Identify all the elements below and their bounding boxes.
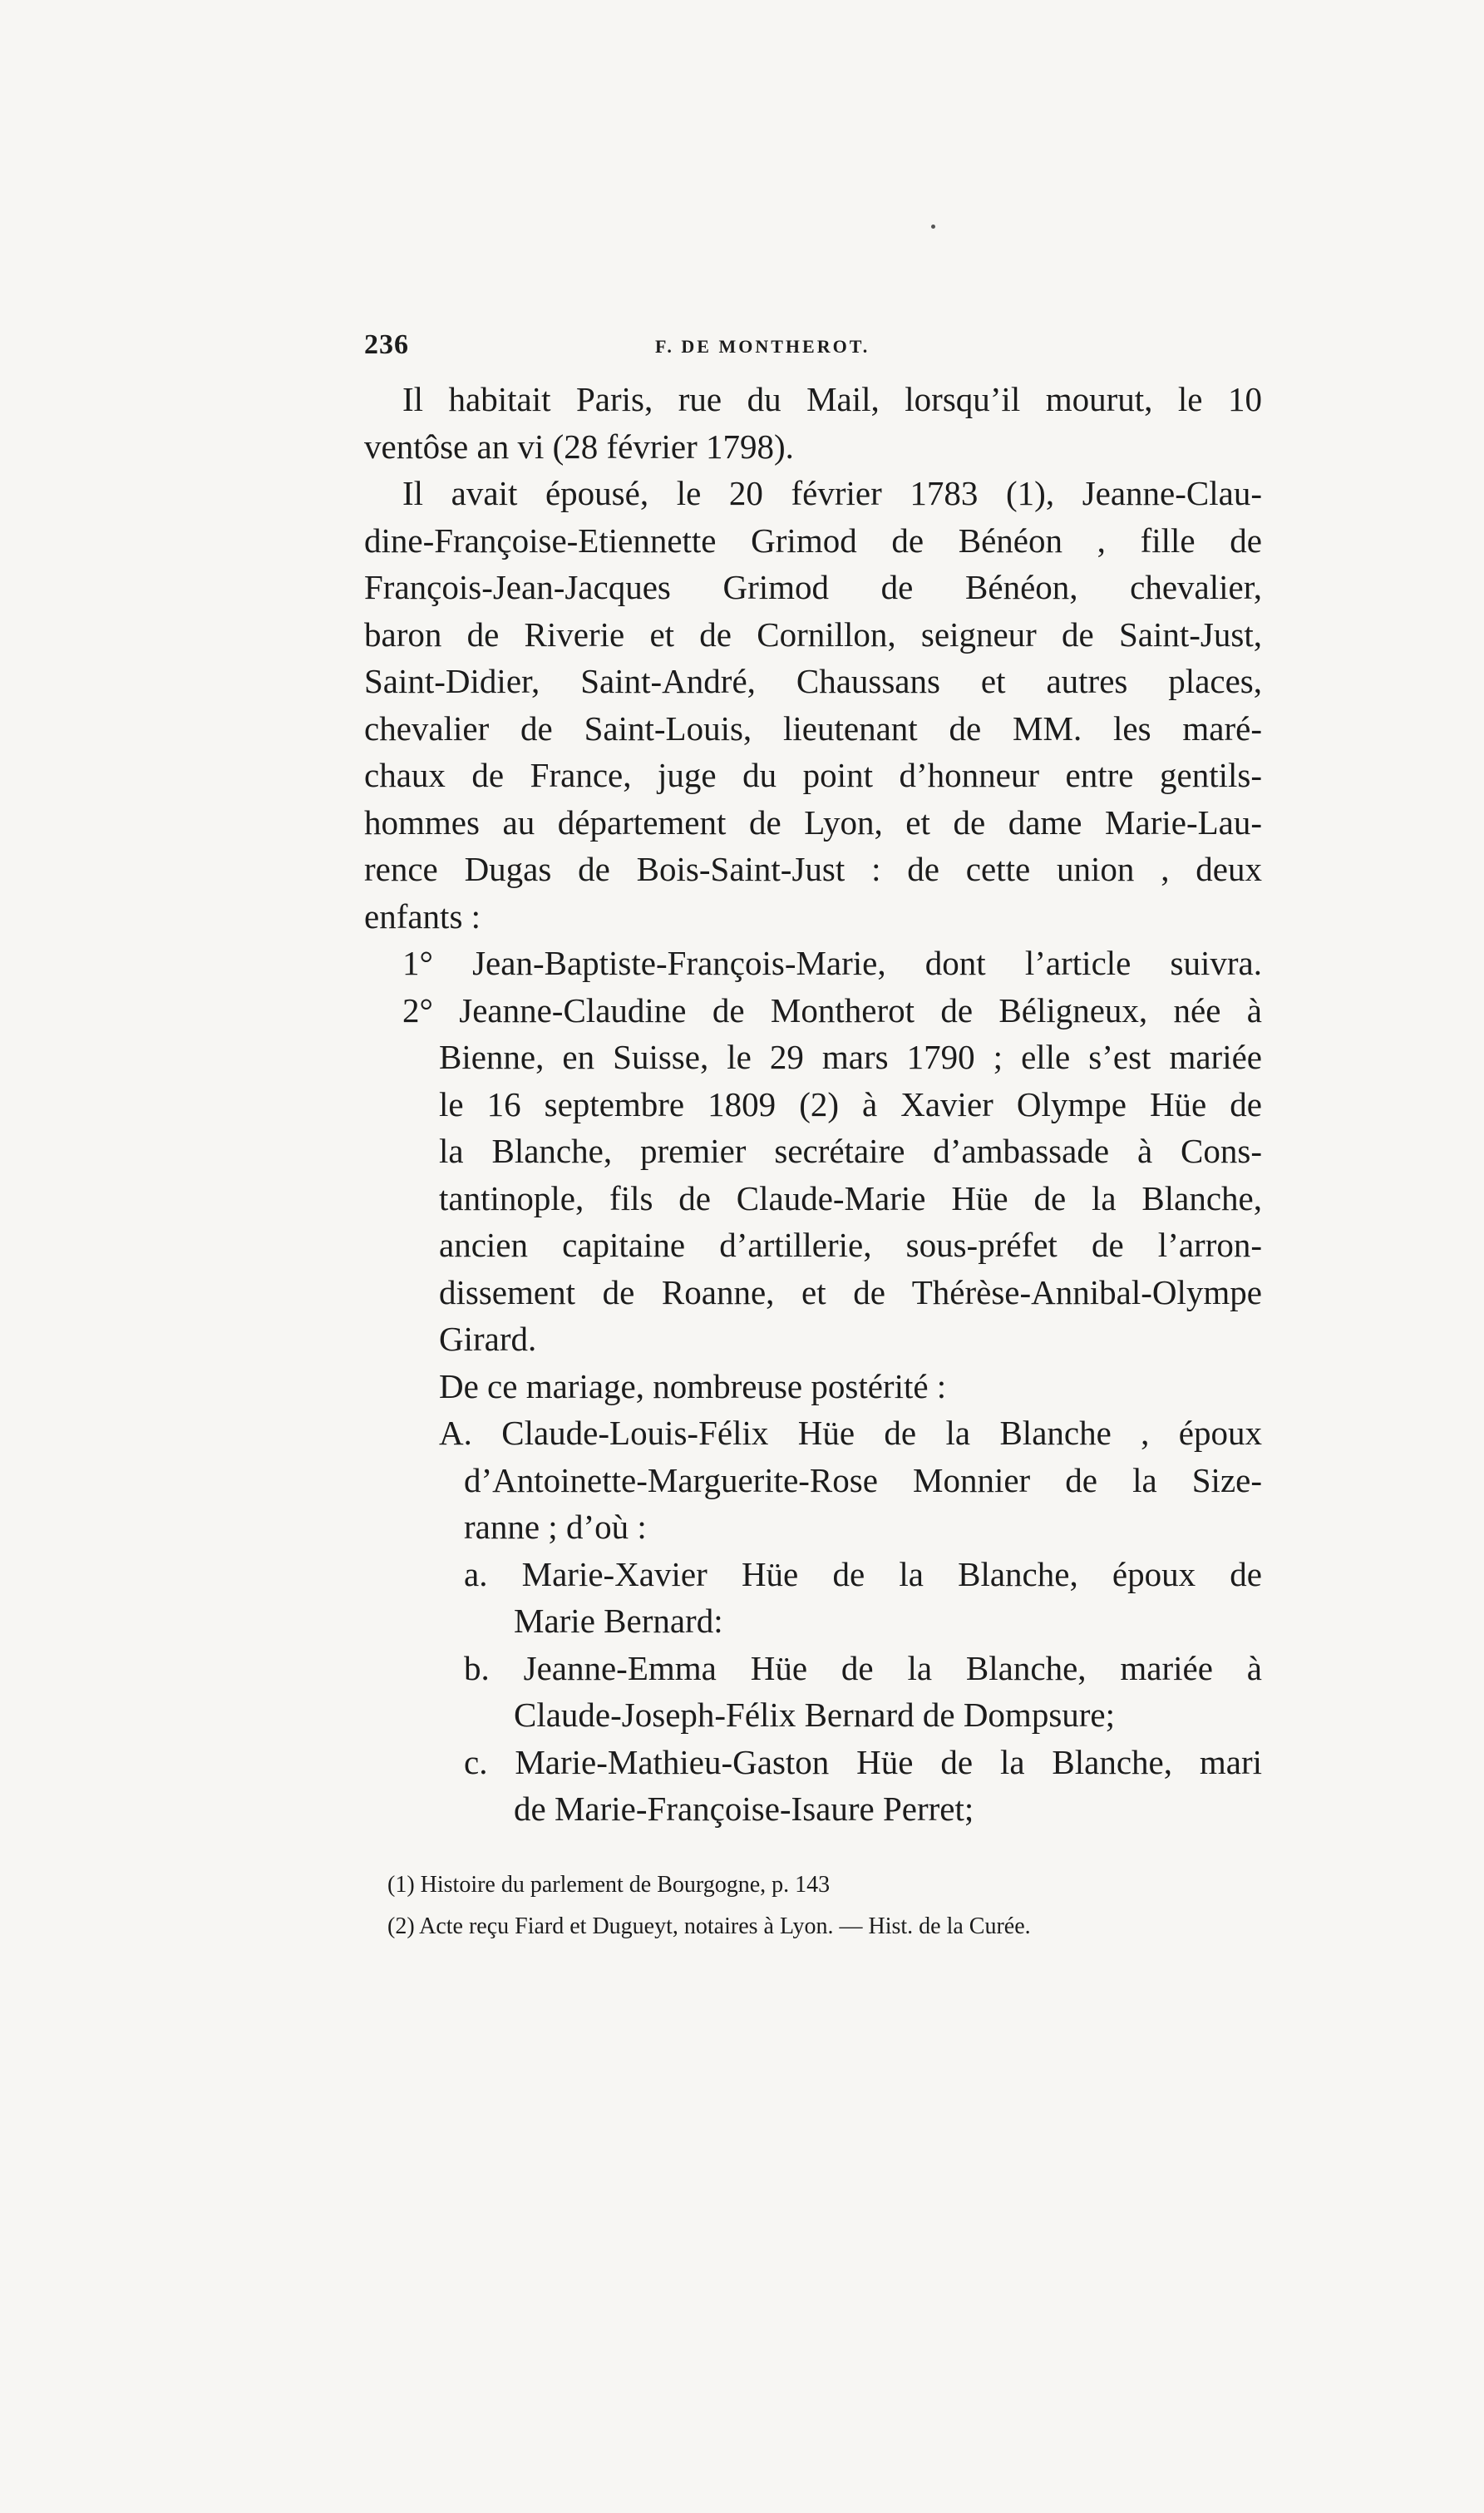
text-block <box>364 329 1262 1948</box>
ink-speck <box>931 225 935 229</box>
text-line: 1° Jean-Baptiste-François-Marie, dont l’article suivra. <box>402 944 1262 982</box>
page-number: 236 <box>364 329 409 360</box>
footnotes <box>364 1864 1262 1948</box>
text-line: Saint-Didier, Saint-André, Chaussans et autres places, <box>364 662 1262 700</box>
text-line: Il habitait Paris, rue du Mail, lorsqu’il mourut, le 10 <box>402 380 1262 418</box>
text-line: Marie Bernard: <box>514 1602 723 1640</box>
text-line: dine-Françoise-Etiennette Grimod de Bénéon , fille de <box>364 521 1262 560</box>
text-line: tantinople, fils de Claude-Marie Hüe de la Blanche, <box>439 1178 1262 1217</box>
text-line: de Marie-Françoise-Isaure Perret; <box>514 1790 974 1828</box>
text-line: chaux de France, juge du point d’honneur entre gentils- <box>364 756 1262 794</box>
text-line: enfants : <box>364 896 481 936</box>
text-line: d’Antoinette-Marguerite-Rose Monnier de la Size- <box>464 1460 1262 1499</box>
text-line: ventôse an vi (28 février 1798). <box>364 427 794 466</box>
text-line: Bienne, en Suisse, le 29 mars 1790 ; elle s’est mariée <box>439 1038 1262 1076</box>
text-line: Il avait épousé, le 20 février 1783 (1), Jeanne-Clau- <box>402 474 1262 512</box>
text-line: baron de Riverie et de Cornillon, seigneur de Saint-Just, <box>364 615 1262 654</box>
running-head: F. DE MONTHEROT. <box>655 336 870 357</box>
text-line: ancien capitaine d’artillerie, sous-préfet de l’arron- <box>439 1226 1262 1264</box>
text-line: hommes au département de Lyon, et de dame Marie-Lau- <box>364 802 1262 842</box>
text-line: Girard. <box>439 1320 537 1358</box>
text-line: Claude-Joseph-Félix Bernard de Dompsure; <box>514 1696 1116 1734</box>
text-line: le 16 septembre 1809 (2) à Xavier Olympe Hüe de <box>439 1084 1262 1123</box>
page-header <box>364 329 1262 376</box>
text-line: rence Dugas de Bois-Saint-Just : de cette union , deux <box>364 850 1262 888</box>
text-line: b. Jeanne-Emma Hüe de la Blanche, mariée à <box>464 1648 1262 1687</box>
footnote: (1) Histoire du parlement de Bourgogne, p. 143 <box>387 1871 831 1898</box>
text-line: a. Marie-Xavier Hüe de la Blanche, époux de <box>464 1554 1262 1593</box>
text-line: dissement de Roanne, et de Thérèse-Annibal-Olympe <box>439 1272 1262 1311</box>
text-line: De ce mariage, nombreuse postérité : <box>439 1366 947 1405</box>
footnote: (2) Acte reçu Fiard et Dugueyt, notaires à Lyon. — Hist. de la Curée. <box>387 1913 1031 1939</box>
body-text <box>364 376 1262 1833</box>
text-line: A. Claude-Louis-Félix Hüe de la Blanche , époux <box>439 1414 1262 1452</box>
text-line: la Blanche, premier secrétaire d’ambassade à Cons- <box>439 1132 1262 1170</box>
text-line: François-Jean-Jacques Grimod de Bénéon, chevalier, <box>364 568 1262 606</box>
text-line: chevalier de Saint-Louis, lieutenant de MM. les maré- <box>364 708 1262 748</box>
text-line: 2° Jeanne-Claudine de Montherot de Béligneux, née à <box>402 990 1262 1029</box>
text-line: ranne ; d’où : <box>464 1508 647 1546</box>
text-line: c. Marie-Mathieu-Gaston Hüe de la Blanche, mari <box>464 1742 1262 1781</box>
